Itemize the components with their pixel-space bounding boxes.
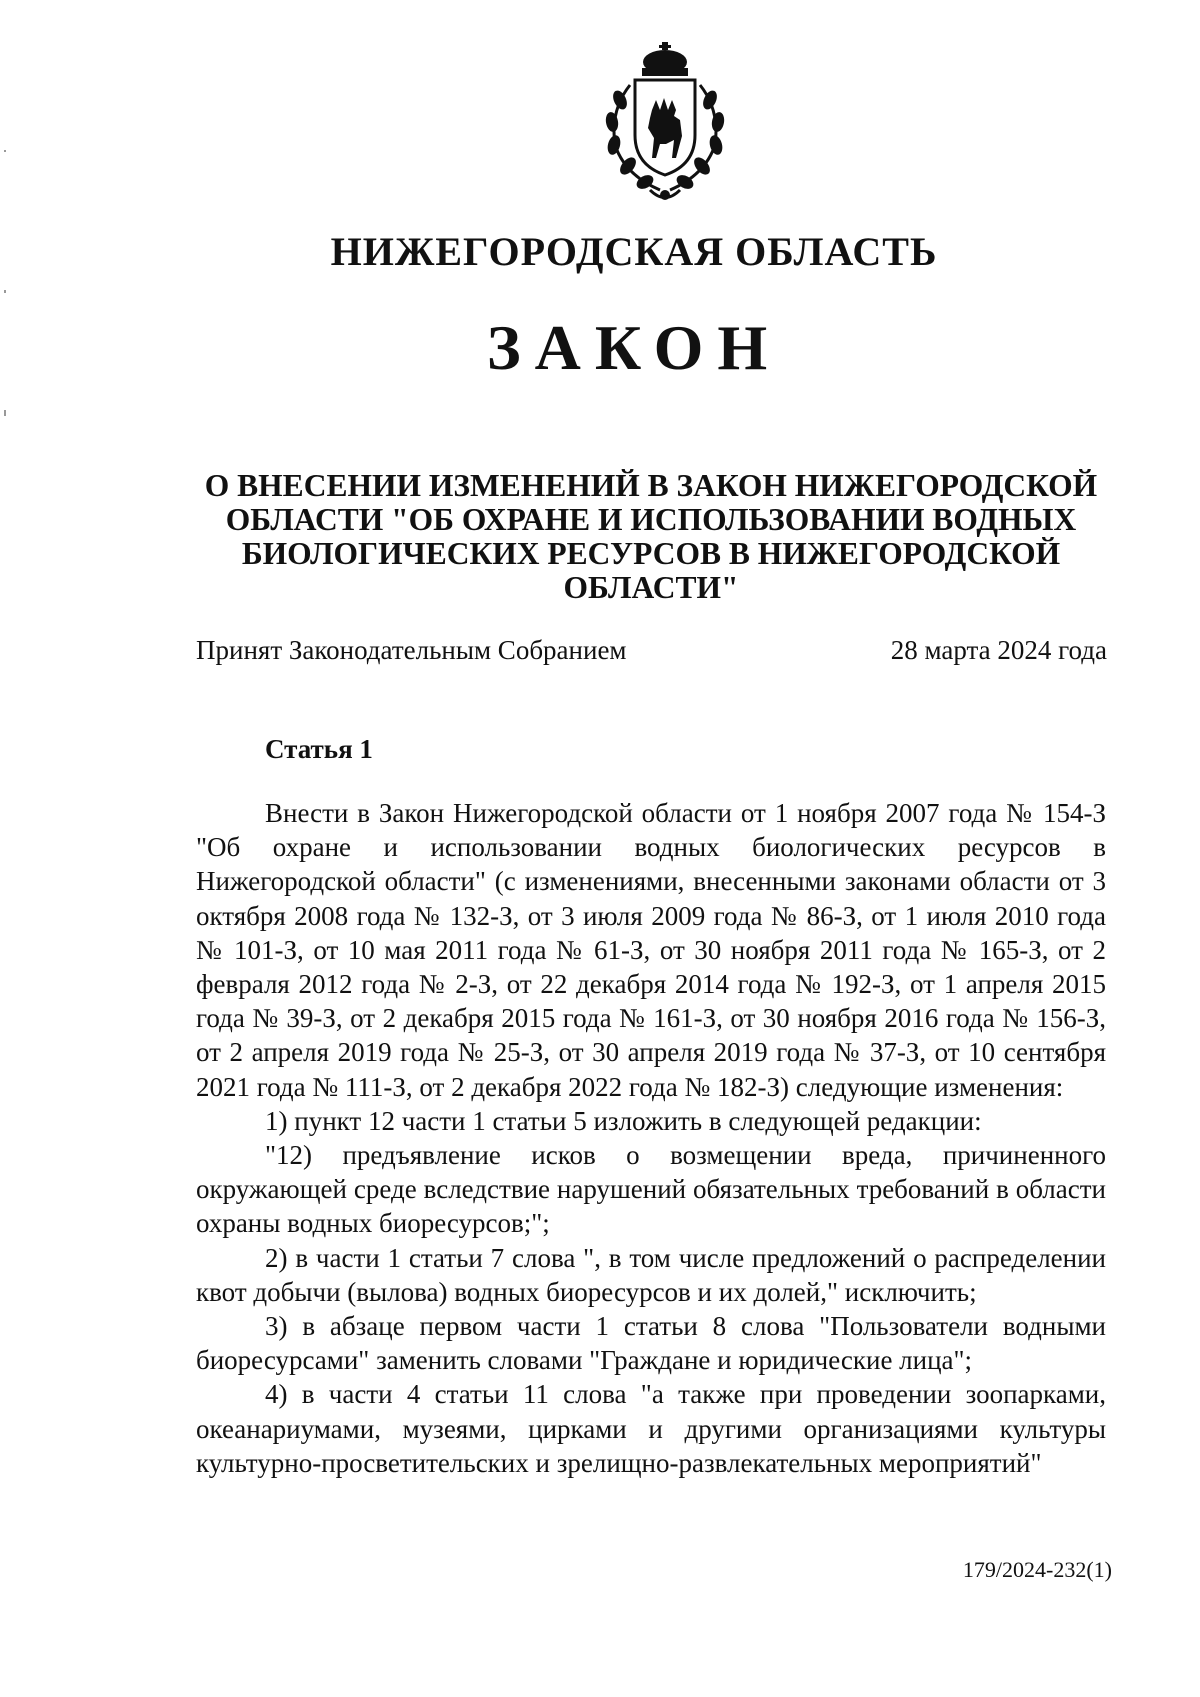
scan-mark — [4, 150, 6, 152]
scan-mark — [4, 410, 6, 416]
article-body — [196, 796, 1106, 1480]
law-title: О ВНЕСЕНИИ ИЗМЕНЕНИЙ В ЗАКОН НИЖЕГОРОДСКОЙ ОБЛАСТИ "ОБ ОХРАНЕ И ИСПОЛЬЗОВАНИИ ВОДНЫХ БИОЛОГИЧЕСКИХ РЕСУРСОВ В НИЖЕГОРОДСКОЙ ОБЛАСТИ" — [204, 468, 1098, 605]
paragraph: Внести в Закон Нижегородской области от 1 ноября 2007 года № 154-З "Об охране и использовании водных биологических ресурсов в Нижегородской области" (с изменениями, внесенными законами области от 3 октября 2008 года № 132-З, от 3 июля 2009 года № 86-З, от 1 июля 2010 года № 101-З, от 10 мая 2011 года № 61-З, от 30 ноября 2011 года № 165-З, от 2 февраля 2012 года № 2-З, от 22 декабря 2014 года № 192-З, от 1 апреля 2015 года № 39-З, от 2 декабря 2015 года № 161-З, от 30 ноября 2016 года № 156-З, от 2 апреля 2019 года № 25-З, от 30 апреля 2019 года № 37-З, от 10 сентября 2021 года № 111-З, от 2 декабря 2022 года № 182-З) следующие изменения: — [196, 798, 1106, 1102]
region-heading: НИЖЕГОРОДСКАЯ ОБЛАСТЬ — [330, 229, 938, 274]
document-number: 179/2024-232(1) — [962, 1557, 1112, 1582]
paragraph: 4) в части 4 статьи 11 слова "а также при проведении зоопарками, океанариумами, музеями, цирками и другими организациями культуры культурно-просветительских и зрелищно-развлекательных мероприятий" — [196, 1379, 1106, 1478]
adoption-date: 28 марта 2024 года — [890, 635, 1107, 665]
paragraph: 3) в абзаце первом части 1 статьи 8 слова "Пользователи водными биоресурсами" заменить словами "Граждане и юридические лица"; — [196, 1311, 1106, 1376]
coat-of-arms-icon — [590, 40, 740, 208]
scan-mark — [4, 290, 6, 293]
paragraph: 2) в части 1 статьи 7 слова ", в том числе предложений о распределении квот добычи (вылова) водных биоресурсов и их долей," исключить; — [196, 1242, 1106, 1307]
adopted-by: Принят Законодательным Собранием — [196, 635, 627, 665]
paragraph: "12) предъявление исков о возмещении вреда, причиненного окружающей среде вследствие нарушений обязательных требований в области охраны водных биоресурсов;"; — [196, 1140, 1106, 1239]
article-heading: Статья 1 — [265, 734, 373, 764]
paragraph: 1) пункт 12 части 1 статьи 5 изложить в следующей редакции: — [265, 1105, 982, 1136]
document-type-heading: ЗАКОН — [486, 312, 782, 383]
